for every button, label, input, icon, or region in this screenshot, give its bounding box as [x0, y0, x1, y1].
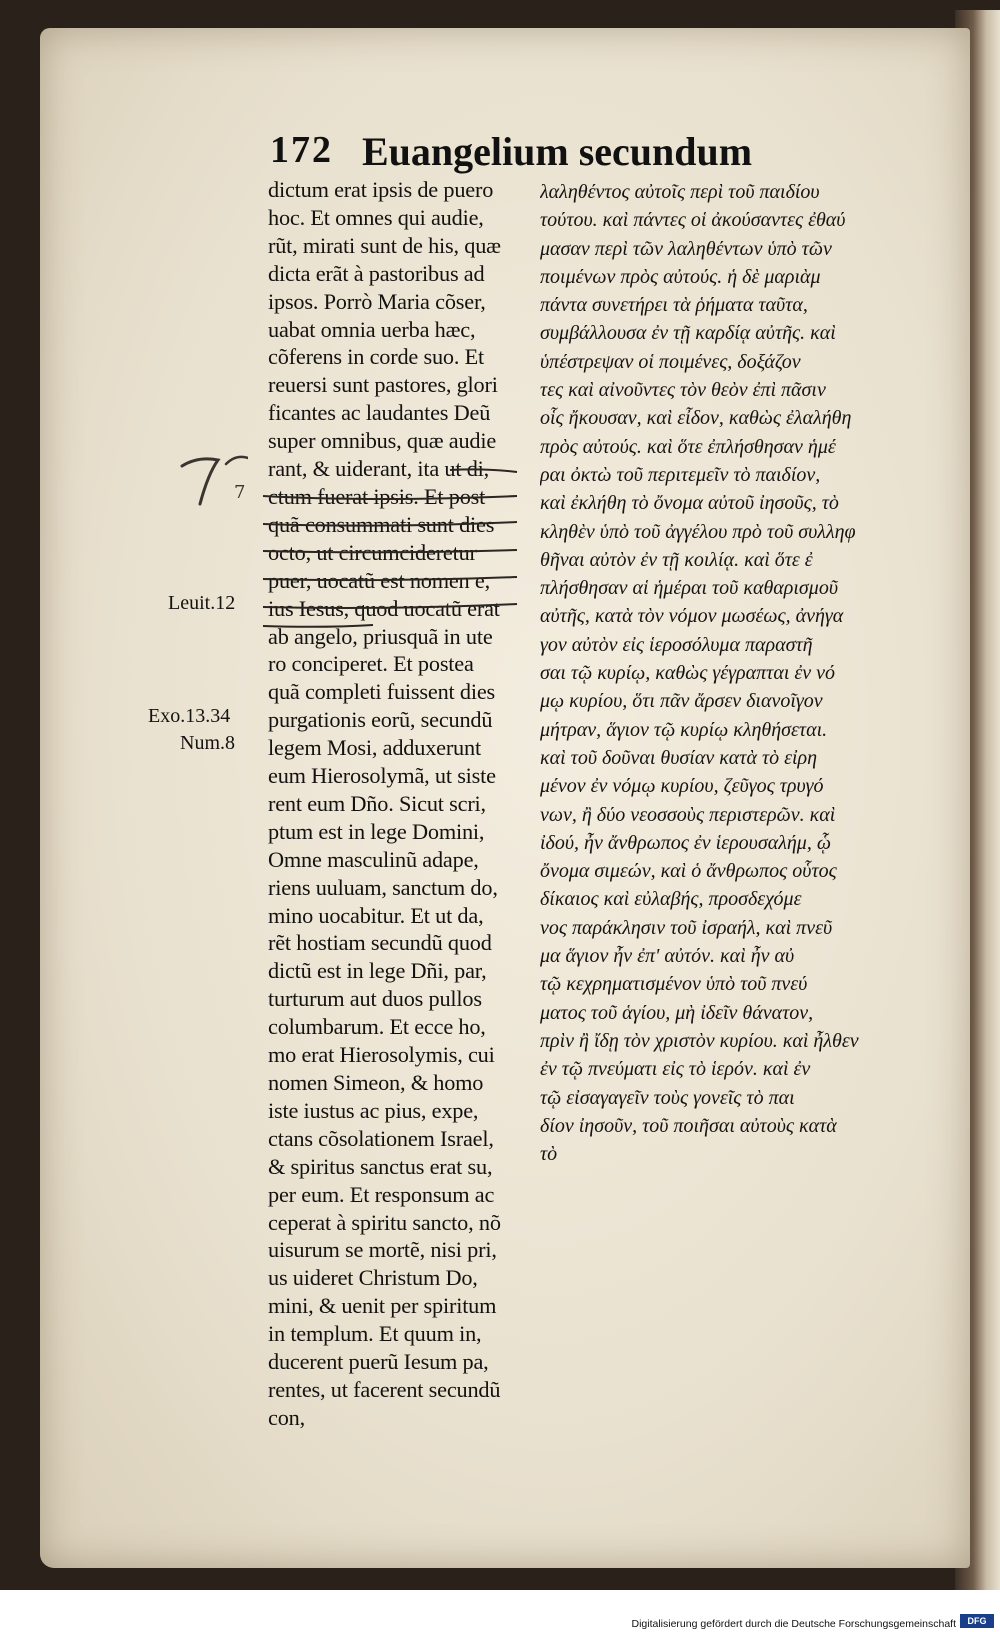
greek-text-line: μήτραν, ἅγιον τῷ κυρίῳ κληθήσεται.: [540, 718, 828, 741]
latin-text-line: purgationis eorũ, secundũ: [268, 707, 493, 733]
latin-text-line: ficantes ac laudantes Deũ: [268, 400, 491, 426]
latin-text-line: & spiritus sanctus erat su,: [268, 1153, 493, 1179]
latin-text-line: per eum. Et responsum ac: [268, 1181, 495, 1207]
greek-text-line: τούτου. καὶ πάντες οἱ ἀκούσαντες ἐθαύ: [540, 209, 846, 232]
latin-text-line: rũt, mirati sunt de his, quæ: [268, 232, 501, 258]
latin-text-line: ptum est in lege Domini,: [268, 818, 485, 844]
greek-text-line: μῳ κυρίου, ὅτι πᾶν ἄρσεν διανοῖγον: [540, 690, 823, 713]
greek-text-line: μένον ἐν νόμῳ κυρίου, ζεῦγος τρυγό: [540, 775, 824, 798]
latin-text-line: cõferens in corde suo. Et: [268, 344, 485, 370]
latin-text-line: ab angelo, priusquã in ute: [268, 623, 493, 649]
latin-text-line: in templum. Et quum in,: [268, 1321, 482, 1347]
greek-text-line: ποιμένων πρὸς αὐτούς. ἡ δὲ μαριὰμ: [540, 265, 821, 288]
latin-text-line: octo, ut circumcideretur: [268, 539, 477, 565]
greek-text-line: ὄνομα σιμεών, καὶ ὁ ἄνθρωπος οὗτος: [540, 860, 837, 883]
running-header: [270, 128, 790, 172]
latin-text-line: columbarum. Et ecce ho,: [268, 1014, 486, 1040]
latin-text-line: quã completi fuissent dies: [268, 679, 496, 705]
latin-text-line: mo erat Hierosolymis, cui: [268, 1042, 495, 1068]
greek-text-line: οἷς ἤκουσαν, καὶ εἶδον, καθὼς ἐλαλήθη: [540, 407, 852, 430]
footer-credit: Digitalisierung gefördert durch die Deutsche Forschungsgemeinschaft: [631, 1618, 956, 1630]
latin-text-line: Omne masculinũ adape,: [268, 846, 479, 872]
greek-text-line: τες καὶ αἰνοῦντες τὸν θεὸν ἐπὶ πᾶσιν: [540, 379, 826, 402]
greek-text-line: πρὸς αὐτούς. καὶ ὅτε ἐπλήσθησαν ἡμέ: [540, 435, 836, 458]
greek-text-line: λαληθέντος αὐτοῖς περὶ τοῦ παιδίου: [540, 181, 820, 203]
latin-text-line: ctum fuerat ipsis. Et post: [268, 483, 486, 509]
latin-text-line: rant, & uiderant, ita ut di,: [268, 456, 490, 482]
handwritten-seven-mark: [178, 448, 248, 518]
latin-text-line: ipsos. Porrò Maria cõser,: [268, 288, 486, 314]
greek-text-line: θῆναι αὐτὸν ἐν τῇ κοιλίᾳ. καὶ ὅτε ἐ: [540, 548, 813, 571]
greek-text-line: τῷ εἰσαγαγεῖν τοὺς γονεῖς τὸ παι: [540, 1086, 795, 1109]
greek-text-line: δίον ἰησοῦν, τοῦ ποιῆσαι αὐτοὺς κατὰ: [540, 1114, 837, 1137]
latin-text-line: reuersi sunt pastores, glori: [268, 372, 498, 398]
running-title: Euangelium secundum: [362, 129, 753, 174]
greek-text-line: γον αὐτὸν εἰς ἱεροσόλυμα παραστῆ: [540, 633, 813, 656]
margin-note-leviticus: Leuit.12: [168, 592, 236, 614]
greek-text-line: ἰδού, ἦν ἄνθρωπος ἐν ἱερουσαλήμ, ᾧ: [540, 831, 831, 854]
greek-column: [540, 178, 920, 1168]
handwritten-mark-text: 7: [234, 482, 246, 503]
greek-text-line: ἐν τῷ πνεύματι εἰς τὸ ἱερόν. καὶ ἐν: [540, 1058, 811, 1081]
latin-text-line: dicta erãt à pastoribus ad: [268, 260, 485, 286]
latin-column: [268, 176, 530, 1432]
pen-underlines: [255, 450, 530, 630]
margin-note-exodus: Exo.13.34: [148, 705, 231, 727]
latin-text-line: legem Mosi, adduxerunt: [268, 735, 481, 761]
latin-text-line: hoc. Et omnes qui audie,: [268, 204, 484, 230]
latin-text-line: ctans cõsolationem Israel,: [268, 1125, 494, 1151]
greek-text-line: μασαν περὶ τῶν λαληθέντων ὑπὸ τῶν: [540, 237, 832, 260]
latin-text-line: rentes, ut facerent secundũ: [268, 1376, 501, 1402]
latin-text-line: quã consummati sunt dies: [268, 511, 495, 537]
greek-text-line: νος παράκλησιν τοῦ ἰσραήλ, καὶ πνεῦ: [540, 916, 833, 939]
margin-note-numbers: Num.8: [180, 732, 235, 754]
greek-text-line: συμβάλλουσα ἐν τῇ καρδίᾳ αὐτῆς. καὶ: [540, 322, 836, 345]
latin-text-line: dictũ est in lege Dñi, par,: [268, 958, 487, 984]
latin-text-line: iste iustus ac pius, expe,: [268, 1097, 479, 1123]
greek-text-line: πρὶν ἢ ἴδῃ τὸν χριστὸν κυρίου. καὶ ἦλθεν: [540, 1029, 859, 1052]
greek-text-line: ραι ὀκτὼ τοῦ περιτεμεῖν τὸ παιδίον,: [540, 463, 821, 486]
latin-text-line: ducerent puerũ Iesum pa,: [268, 1349, 489, 1375]
latin-text-line: rent eum Dño. Sicut scri,: [268, 790, 486, 816]
greek-text-line: πάντα συνετήρει τὰ ῥήματα ταῦτα,: [540, 294, 808, 317]
latin-text-line: super omnibus, quæ audie: [268, 428, 497, 454]
latin-text-line: uisurum se mortẽ, nisi pri,: [268, 1237, 497, 1263]
latin-text-line: riens uuluam, sanctum do,: [268, 874, 498, 900]
greek-text-line: καὶ τοῦ δοῦναι θυσίαν κατὰ τὸ εἰρη: [540, 746, 818, 769]
latin-text-line: ius Iesus, quod uocatũ erat: [268, 595, 500, 621]
latin-text-line: rẽt hostiam secundũ quod: [268, 930, 492, 956]
latin-text-line: uabat omnia uerba hæc,: [268, 316, 476, 342]
greek-text-line: ματος τοῦ ἁγίου, μὴ ἰδεῖν θάνατον,: [540, 1001, 814, 1024]
latin-text-line: us uideret Christum Do,: [268, 1265, 478, 1291]
greek-text-line: κληθὲν ὑπὸ τοῦ ἀγγέλου πρὸ τοῦ συλληφ: [540, 520, 856, 543]
page-number: 172: [270, 129, 333, 171]
greek-text-line: σαι τῷ κυρίῳ, καθὼς γέγραπται ἐν νό: [540, 662, 836, 685]
greek-text-line: πλήσθησαν αἱ ἡμέραι τοῦ καθαρισμοῦ: [540, 577, 838, 600]
latin-text-line: con,: [268, 1404, 305, 1430]
latin-text-line: ceperat à spiritu sancto, nõ: [268, 1209, 501, 1235]
greek-text-line: νων, ἢ δύο νεοσσοὺς περιστερῶν. καὶ: [540, 803, 836, 826]
greek-text-line: καὶ ἐκλήθη τὸ ὄνομα αὐτοῦ ἰησοῦς, τὸ: [540, 492, 839, 515]
latin-text-line: puer, uocatũ est nomen e,: [268, 567, 490, 593]
latin-text-line: eum Hierosolymã, ut siste: [268, 763, 496, 789]
greek-text-line: δίκαιος καὶ εὐλαβής, προσδεχόμε: [540, 888, 802, 911]
greek-text-line: τὸ: [540, 1143, 558, 1166]
latin-text-line: mino uocabitur. Et ut da,: [268, 902, 484, 928]
greek-text-line: αὐτῆς, κατὰ τὸν νόμον μωσέως, ἀνήγα: [540, 605, 844, 628]
latin-text-line: nomen Simeon, & homo: [268, 1070, 484, 1095]
greek-text-line: μα ἅγιον ἦν ἐπ' αὐτόν. καὶ ἦν αὐ: [540, 945, 795, 968]
latin-text-line: dictum erat ipsis de puero: [268, 177, 494, 202]
greek-text-line: ὑπέστρεψαν οἱ ποιμένες, δοξάζον: [540, 350, 801, 373]
latin-text-line: ro conciperet. Et postea: [268, 651, 474, 677]
latin-text-line: turturum aut duos pullos: [268, 986, 482, 1012]
latin-text-line: mini, & uenit per spiritum: [268, 1293, 497, 1319]
dfg-logo: DFG: [960, 1614, 994, 1628]
greek-text-line: τῷ κεχρηματισμένον ὑπὸ τοῦ πνεύ: [540, 973, 808, 996]
